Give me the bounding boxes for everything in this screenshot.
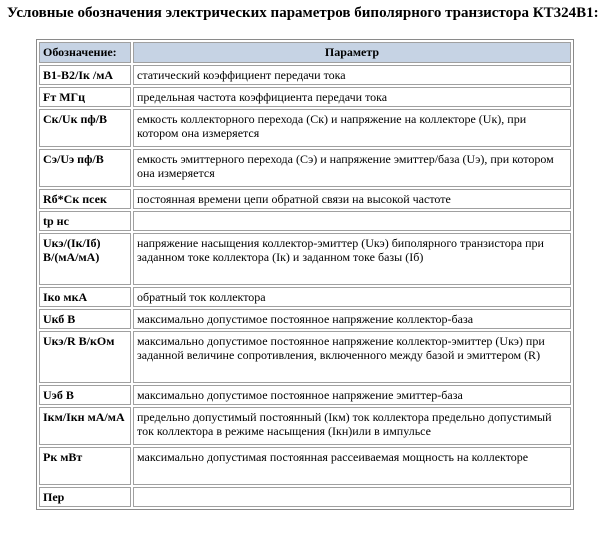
table-row (39, 189, 571, 209)
table-row (39, 287, 571, 307)
row-description: предельная частота коэффициента передачи тока (133, 87, 571, 107)
row-description: максимально допустимая постоянная рассеиваемая мощность на коллекторе (133, 447, 571, 485)
row-symbol: Рк мВт (39, 447, 131, 485)
row-symbol: Uкэ/R В/кОм (39, 331, 131, 383)
table-row (39, 65, 571, 85)
row-description: максимально допустимое постоянное напряжение коллектор-база (133, 309, 571, 329)
table-row (39, 233, 571, 285)
row-description: емкость коллекторного перехода (Ск) и напряжение на коллекторе (Uк), при котором она измеряется (133, 109, 571, 147)
row-symbol: B1-B2/Iк /мА (39, 65, 131, 85)
table-row (39, 211, 571, 231)
row-symbol: Rб*Ск псек (39, 189, 131, 209)
row-symbol: Uкб В (39, 309, 131, 329)
row-description: обратный ток коллектора (133, 287, 571, 307)
table-header-row (39, 42, 571, 63)
row-symbol: Uкэ/(Iк/Iб) В/(мА/мА) (39, 233, 131, 285)
table-row (39, 87, 571, 107)
row-description (133, 487, 571, 507)
table-row (39, 149, 571, 187)
row-symbol: Fт МГц (39, 87, 131, 107)
table-row (39, 407, 571, 445)
row-symbol: Пер (39, 487, 131, 507)
row-description: предельно допустимый постоянный (Iкм) ток коллектора предельно допустимый ток коллектора в режиме насыщения (Iкн)или в импульсе (133, 407, 571, 445)
row-symbol: Uэб В (39, 385, 131, 405)
page-title: Условные обозначения электрических параметров биполярного транзистора КТ324В1: (7, 5, 599, 21)
row-description: максимально допустимое постоянное напряжение эмиттер-база (133, 385, 571, 405)
parameters-table (36, 39, 574, 510)
table-row (39, 309, 571, 329)
row-description: емкость эмиттерного перехода (Сэ) и напряжение эмиттер/база (Uэ), при котором она измеряется (133, 149, 571, 187)
table-row (39, 385, 571, 405)
row-description: напряжение насыщения коллектор-эмиттер (Uкэ) биполярного транзистора при заданном токе коллектора (Iк) и заданном токе базы (Iб) (133, 233, 571, 285)
row-description: статический коэффициент передачи тока (133, 65, 571, 85)
header-parameter: Параметр (133, 42, 571, 63)
row-description: максимально допустимое постоянное напряжение коллектор-эмиттер (Uкэ) при заданной величине сопротивления, включенного между базой и эмиттером (R) (133, 331, 571, 383)
row-symbol: tр нс (39, 211, 131, 231)
row-symbol: Сэ/Uэ пф/В (39, 149, 131, 187)
row-symbol: Ск/Uк пф/В (39, 109, 131, 147)
row-description: постоянная времени цепи обратной связи на высокой частоте (133, 189, 571, 209)
row-symbol: Iкм/Iкн мА/мА (39, 407, 131, 445)
row-symbol: Iко мкА (39, 287, 131, 307)
table-row (39, 109, 571, 147)
table-row (39, 331, 571, 383)
row-description (133, 211, 571, 231)
header-symbol: Обозначение: (39, 42, 131, 63)
table-row (39, 487, 571, 507)
table-row (39, 447, 571, 485)
